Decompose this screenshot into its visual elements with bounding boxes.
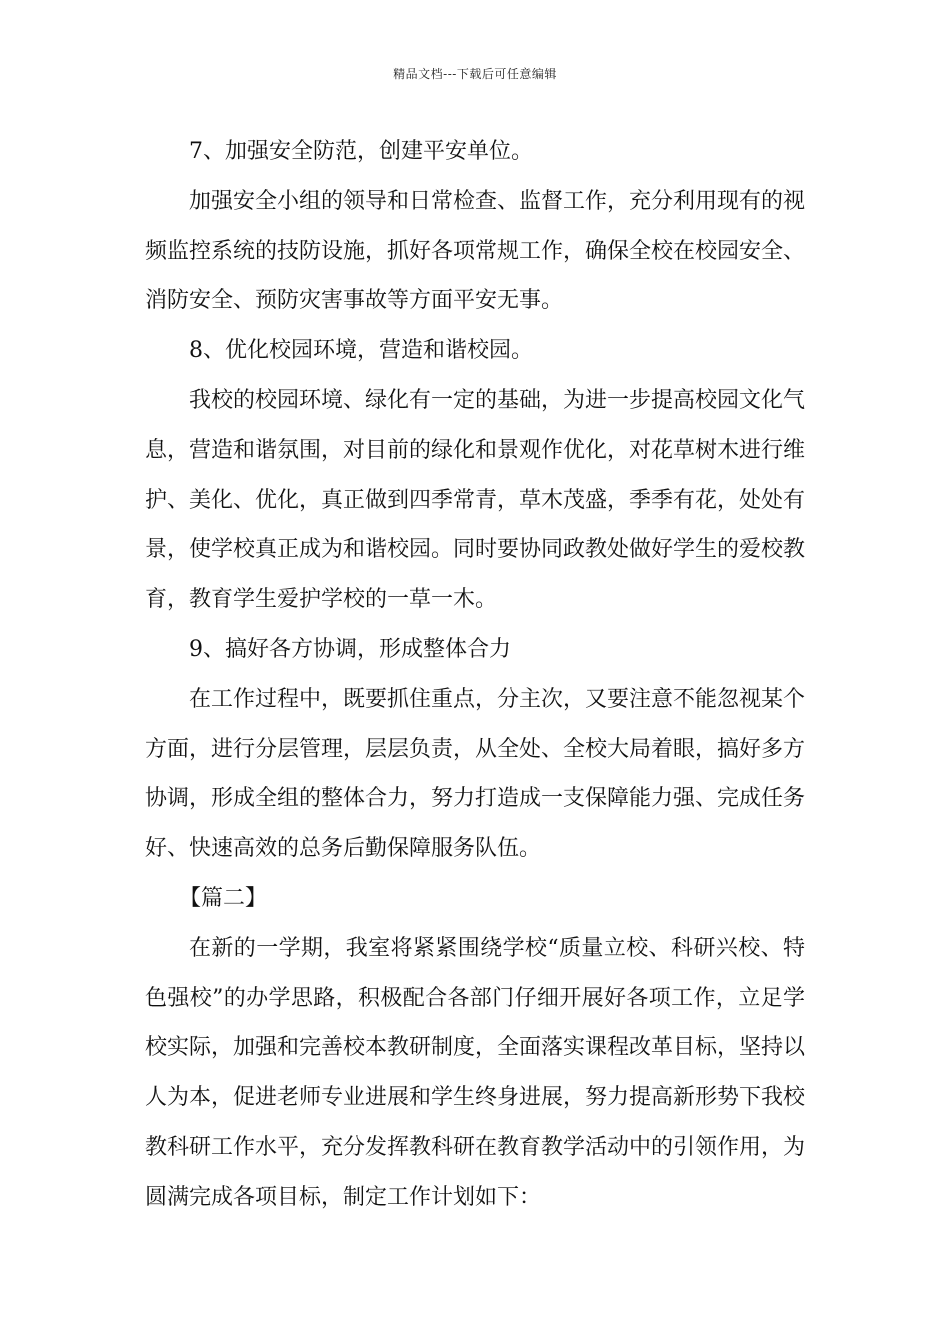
item-heading-8: 8、优化校园环境，营造和谐校园。	[189, 338, 533, 364]
paragraph-7: 加强安全小组的领导和日常检查、监督工作，充分利用现有的视频监控系统的技防设施，抓好各项常规工作，确保全校在校园安全、消防安全、预防灾害事故等方面平安无事。	[145, 188, 806, 314]
paragraph-8: 我校的校园环境、绿化有一定的基础，为进一步提高校园文化气息，营造和谐氛围，对目前的绿化和景观作优化，对花草树木进行维护、美化、优化，真正做到四季常青，草木茂盛，季季有花，处处有景，使学校真正成为和谐校园。同时要协同政教处做好学生的爱校教育，教育学生爱护学校的一草一木。	[145, 387, 806, 613]
document-body	[145, 127, 805, 1223]
item-heading-7: 7、加强安全防范，创建平安单位。	[189, 139, 533, 164]
paragraph-9: 在工作过程中，既要抓住重点，分主次，又要注意不能忽视某个方面，进行分层管理，层层负责，从全处、全校大局着眼，搞好多方协调，形成全组的整体合力，努力打造成一支保障能力强、完成任务好、快速高效的总务后勤保障服务队伍。	[145, 686, 806, 862]
item-heading-9: 9、搞好各方协调，形成整体合力	[189, 636, 511, 662]
paragraph-section-2-intro: 在新的一学期，我室将紧紧围绕学校“质量立校、科研兴校、特色强校”的办学思路，积极配合各部门仔细开展好各项工作，立足学校实际，加强和完善校本教研制度，全面落实课程改革目标，坚持以人为本，促进老师专业进展和学生终身进展，努力提高新形势下我校教科研工作水平，充分发挥教科研在教育教学活动中的引领作用，为圆满完成各项目标，制定工作计划如下：	[145, 935, 806, 1210]
section-heading-2: 【篇二】	[179, 885, 268, 911]
page-header: 精品文档---下载后可任意编辑	[393, 67, 557, 81]
